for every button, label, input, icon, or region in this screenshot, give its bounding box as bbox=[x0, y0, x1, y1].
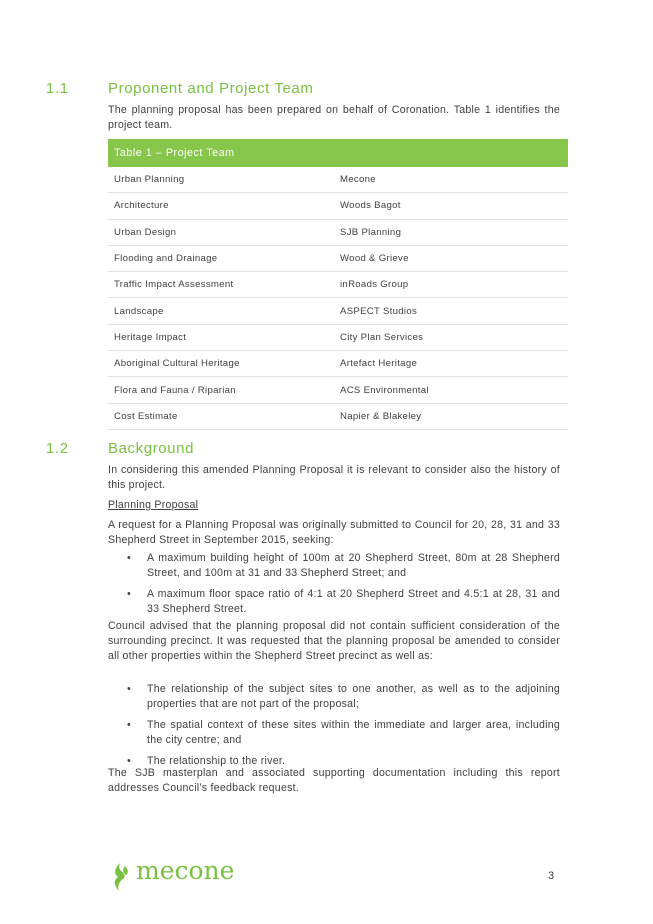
table-cell-role: Urban Design bbox=[108, 219, 334, 245]
table-row bbox=[108, 193, 568, 219]
table-cell-role: Flooding and Drainage bbox=[108, 245, 334, 271]
mecone-logo-icon bbox=[111, 862, 133, 892]
table-cell-firm: SJB Planning bbox=[334, 219, 568, 245]
background-para-2: Council advised that the planning proposal did not contain sufficient consideration of the surrounding precinct. It was requested that the planning proposal be amended to consider all other properties within the Shepherd Street precinct as well as: bbox=[108, 620, 560, 662]
table-cell-role: Flora and Fauna / Riparian bbox=[108, 377, 334, 403]
table-cell-firm: ASPECT Studios bbox=[334, 298, 568, 324]
table-caption: Table 1 – Project Team bbox=[108, 139, 568, 167]
bullet-icon: • bbox=[127, 552, 131, 564]
table-row bbox=[108, 298, 568, 324]
table-cell-firm: Wood & Grieve bbox=[334, 245, 568, 271]
section-number: 1.2 bbox=[46, 440, 69, 457]
table-cell-firm: ACS Environmental bbox=[334, 377, 568, 403]
background-para-3: The SJB masterplan and associated supporting documentation including this report addresses Council’s feedback request. bbox=[108, 767, 560, 794]
table-cell-role: Traffic Impact Assessment bbox=[108, 272, 334, 298]
table-cell-role: Landscape bbox=[108, 298, 334, 324]
table-cell-firm: Woods Bagot bbox=[334, 193, 568, 219]
table-cell-role: Cost Estimate bbox=[108, 403, 334, 429]
page-number: 3 bbox=[548, 870, 555, 882]
table-cell-firm: City Plan Services bbox=[334, 324, 568, 350]
section-heading-1-1 bbox=[46, 80, 313, 97]
list-item: • The relationship of the subject sites to one another, as well as to the adjoining properties that are not part of the proposal; bbox=[127, 683, 560, 710]
mecone-logo-text: mecone bbox=[136, 856, 235, 885]
bullet-list-council bbox=[108, 682, 560, 775]
table-cell-role: Urban Planning bbox=[108, 167, 334, 193]
table-cell-firm: Napier & Blakeley bbox=[334, 403, 568, 429]
table-cell-role: Aboriginal Cultural Heritage bbox=[108, 351, 334, 377]
list-item: • The relationship to the river. bbox=[127, 755, 286, 767]
table-cell-role: Architecture bbox=[108, 193, 334, 219]
table-row bbox=[108, 167, 568, 193]
subheading-planning-proposal: Planning Proposal bbox=[108, 499, 199, 511]
section-title: Background bbox=[108, 440, 195, 457]
table-row bbox=[108, 351, 568, 377]
table-row bbox=[108, 272, 568, 298]
section-title: Proponent and Project Team bbox=[108, 80, 314, 97]
project-team-table bbox=[108, 139, 568, 430]
list-item: • The spatial context of these sites within the immediate and larger area, including the city centre; and bbox=[127, 719, 560, 746]
section-heading-1-2 bbox=[46, 440, 194, 457]
bullet-icon: • bbox=[127, 755, 131, 767]
table-cell-firm: Artefact Heritage bbox=[334, 351, 568, 377]
bullet-icon: • bbox=[127, 719, 131, 731]
background-para-1: A request for a Planning Proposal was originally submitted to Council for 20, 28, 31 and 33 Shepherd Street in September 2015, seeking: bbox=[108, 519, 560, 546]
table-cell-role: Heritage Impact bbox=[108, 324, 334, 350]
section-number: 1.1 bbox=[46, 80, 69, 97]
table-row bbox=[108, 219, 568, 245]
table-row bbox=[108, 377, 568, 403]
table-cell-firm: Mecone bbox=[334, 167, 568, 193]
bullet-icon: • bbox=[127, 588, 131, 600]
list-item: • A maximum building height of 100m at 20 Shepherd Street, 80m at 28 Shepherd Street, and 100m at 31 and 33 Shepherd Street; and bbox=[127, 552, 560, 579]
table-cell-firm: inRoads Group bbox=[334, 272, 568, 298]
section-intro: The planning proposal has been prepared on behalf of Coronation. Table 1 identifies the project team. bbox=[108, 104, 560, 131]
list-item: • A maximum floor space ratio of 4:1 at 20 Shepherd Street and 4.5:1 at 28, 31 and 33 Shepherd Street. bbox=[127, 588, 560, 615]
table-row bbox=[108, 245, 568, 271]
background-intro: In considering this amended Planning Proposal it is relevant to consider also the history of this project. bbox=[108, 464, 560, 491]
bullet-list-proposal bbox=[108, 551, 560, 623]
bullet-icon: • bbox=[127, 683, 131, 695]
table-row bbox=[108, 403, 568, 429]
table-row bbox=[108, 324, 568, 350]
